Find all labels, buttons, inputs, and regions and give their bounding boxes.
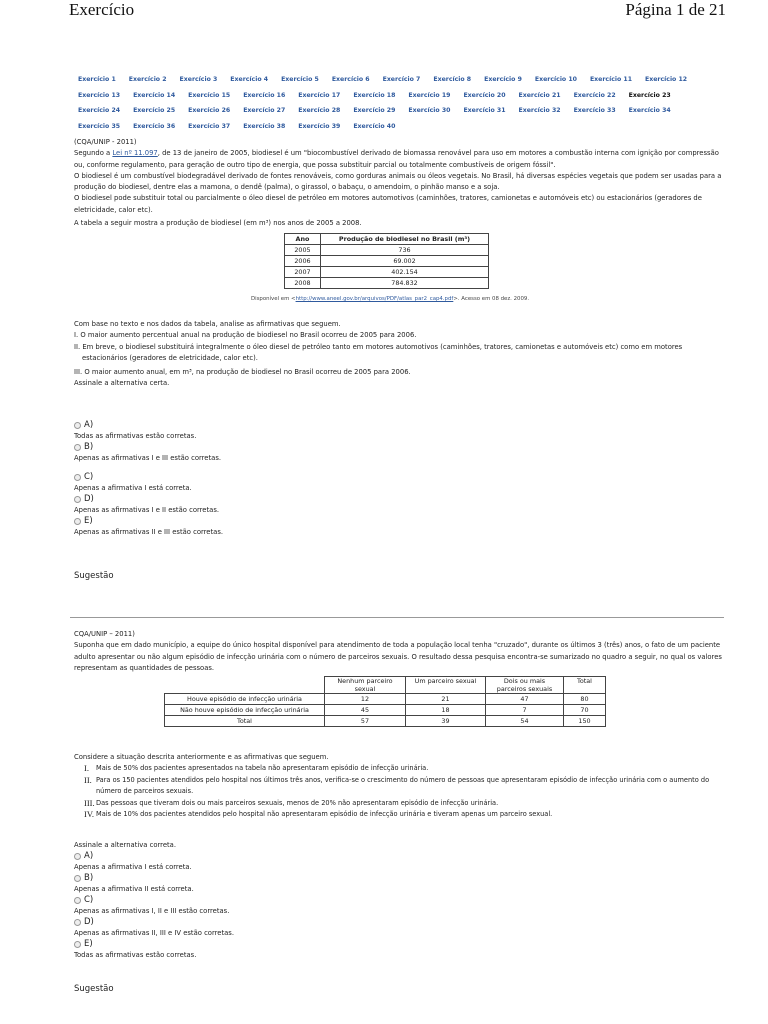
nav-link-exercise[interactable]: Exercício 16 [243, 91, 286, 99]
nav-row [78, 119, 698, 135]
table-header: Ano [285, 234, 321, 245]
option-choice [74, 939, 724, 950]
question-2 [74, 629, 724, 674]
table-cell: 21 [406, 694, 486, 705]
nav-link-exercise[interactable]: Exercício 8 [433, 76, 472, 84]
option-text: Apenas as afirmativas I, II e III estão corretas. [74, 907, 230, 915]
nav-link-exercise[interactable]: Exercício 22 [573, 91, 616, 99]
table-cell: 80 [564, 694, 606, 705]
table-row [285, 245, 489, 256]
option-radio[interactable] [74, 496, 81, 503]
nav-link-exercise[interactable]: Exercício 38 [243, 122, 286, 130]
table-header: Dois ou mais parceiros sexuais [486, 677, 564, 694]
option-text: Apenas a afirmativa I está correta. [74, 484, 192, 492]
answer-option [74, 917, 724, 939]
nav-link-exercise[interactable]: Exercício 35 [78, 122, 121, 130]
option-text: Apenas a afirmativa II está correta. [74, 885, 194, 893]
option-choice [74, 442, 724, 453]
statement-text: Mais de 50% dos pacientes apresentados na tabela não apresentaram episódio de infecção urinária. [96, 764, 429, 773]
nav-link-exercise[interactable]: Exercício 3 [179, 76, 218, 84]
answer-option [74, 472, 724, 494]
table-row [165, 705, 606, 716]
table-intro: A tabela a seguir mostra a produção de biodiesel (em m³) nos anos de 2005 a 2008. [74, 219, 362, 228]
table-cell: 57 [325, 716, 406, 727]
table-row [285, 267, 489, 278]
question-1 [74, 137, 724, 229]
nav-link-exercise[interactable]: Exercício 9 [484, 76, 522, 84]
question-1-statements [74, 319, 724, 390]
statement-item [84, 775, 724, 798]
biodiesel-table [284, 233, 489, 289]
nav-link-exercise[interactable]: Exercício 20 [463, 91, 506, 99]
statement-text: Das pessoas que tiveram dois ou mais parceiros sexuais, menos de 20% não apresentaram episódio de infecção urinária. [96, 798, 499, 807]
table-header: Um parceiro sexual [406, 677, 486, 694]
consider-text: Considere a situação descrita anteriormente e as afirmativas que seguem. [74, 753, 329, 761]
nav-link-exercise[interactable]: Exercício 17 [298, 91, 341, 99]
statement-number: I. [84, 763, 89, 774]
table-source: Disponível em <http://www.aneel.gov.br/arquivos/PDF/atlas_par2_cap4.pdf>. Acesso em 08 dez. 2009. [250, 296, 530, 302]
nav-row [78, 88, 698, 104]
nav-link-exercise[interactable]: Exercício 4 [230, 76, 269, 84]
nav-link-exercise[interactable]: Exercício 26 [188, 107, 231, 115]
option-text: Todas as afirmativas estão corretas. [74, 951, 197, 959]
nav-link-exercise[interactable]: Exercício 31 [463, 107, 506, 115]
nav-row [78, 103, 698, 119]
table-cell: Total [165, 716, 325, 727]
statement-text: Mais de 10% dos pacientes atendidos pelo hospital não apresentaram episódio de infecção urinária e tiveram apenas um parceiro sexual. [96, 810, 553, 819]
option-text: Apenas as afirmativas I e III estão corretas. [74, 454, 222, 462]
statement-1: I. O maior aumento percentual anual na produção de biodiesel no Brasil ocorreu de 2005 para 2006. [74, 331, 417, 340]
option-radio[interactable] [74, 422, 81, 429]
option-letter: D) [84, 916, 94, 927]
statement-text: Para os 150 pacientes atendidos pelo hospital nos últimos três anos, verifica-se o crescimento do número de pessoas que apresentaram episódio de infecção urinária com o aumento do número de parceiros sexuais. [96, 775, 710, 796]
nav-link-exercise[interactable]: Exercício 1 [78, 76, 116, 84]
answer-option [74, 895, 724, 917]
question-prompt: Assinale a alternativa correta. [74, 841, 176, 849]
statement-number: IV. [84, 809, 94, 820]
table-cell: 12 [325, 694, 406, 705]
answer-option [74, 442, 724, 464]
answer-option [74, 420, 724, 442]
nav-link-exercise[interactable]: Exercício 15 [188, 91, 231, 99]
option-letter: B) [84, 872, 94, 883]
nav-link-exercise[interactable]: Exercício 40 [353, 122, 396, 130]
table-cell: 736 [321, 245, 489, 256]
option-radio[interactable] [74, 897, 81, 904]
question-2-prompt [74, 840, 724, 851]
table-cell: 2005 [285, 245, 321, 256]
page-title: Exercício [69, 0, 135, 19]
source-link[interactable]: http://www.aneel.gov.br/arquivos/PDF/atlas_par2_cap4.pdf [295, 296, 454, 302]
option-choice [74, 917, 724, 928]
option-radio[interactable] [74, 941, 81, 948]
option-radio[interactable] [74, 444, 81, 451]
table-row [165, 694, 606, 705]
nav-link-exercise[interactable]: Exercício 29 [353, 107, 396, 115]
option-choice [74, 851, 724, 862]
nav-link-exercise[interactable]: Exercício 34 [628, 107, 671, 115]
nav-link-exercise[interactable]: Exercício 36 [133, 122, 176, 130]
option-letter: A) [84, 419, 94, 430]
analysis-text: Com base no texto e nos dados da tabela, analise as afirmativas que seguem. [74, 320, 341, 328]
page-header [0, 0, 768, 22]
table-header: Total [564, 677, 606, 694]
option-choice [74, 420, 724, 431]
option-letter: D) [84, 493, 94, 504]
table-cell: Não houve episódio de infecção urinária [165, 705, 325, 716]
question-2-options [74, 851, 724, 961]
table-cell: 54 [486, 716, 564, 727]
question-source: (CQA/UNIP - 2011) [74, 138, 137, 146]
table-cell: 150 [564, 716, 606, 727]
table-cell: 2007 [285, 267, 321, 278]
question-paragraph: O biodiesel pode substituir total ou parcialmente o óleo diesel de petróleo em motores automotivos (caminhões, tratores, camionetas e automóveis etc) ou estacionários (geradores de eletricidade, calor etc). [74, 194, 702, 214]
option-radio[interactable] [74, 518, 81, 525]
infection-table [164, 676, 606, 727]
table-cell: 18 [406, 705, 486, 716]
option-radio[interactable] [74, 474, 81, 481]
statement-number: II. [84, 774, 92, 785]
question-1-options [74, 420, 724, 538]
nav-link-exercise[interactable]: Exercício 25 [133, 107, 176, 115]
table-header: Produção de biodiesel no Brasil (m³) [321, 234, 489, 245]
table-header [165, 677, 325, 694]
nav-link-exercise[interactable]: Exercício 37 [188, 122, 231, 130]
table-cell: 7 [486, 705, 564, 716]
statement-item [84, 809, 724, 821]
option-choice [74, 494, 724, 505]
option-text: Apenas as afirmativas I e II estão corretas. [74, 506, 220, 514]
answer-option [74, 851, 724, 873]
option-letter: C) [84, 471, 94, 482]
nav-link-exercise[interactable]: Exercício 10 [534, 76, 577, 84]
option-choice [74, 472, 724, 483]
nav-link-exercise[interactable]: Exercício 27 [243, 107, 286, 115]
table-cell: 784.832 [321, 278, 489, 289]
nav-link-exercise[interactable]: Exercício 24 [78, 107, 121, 115]
option-text: Apenas a afirmativa I está correta. [74, 863, 192, 871]
nav-link-exercise[interactable]: Exercício 18 [353, 91, 396, 99]
nav-link-exercise[interactable]: Exercício 21 [518, 91, 561, 99]
page-number: Página 1 de 21 [625, 0, 726, 19]
table-header: Nenhum parceiro sexual [325, 677, 406, 694]
option-radio[interactable] [74, 919, 81, 926]
option-letter: B) [84, 441, 94, 452]
table-cell: 69.002 [321, 256, 489, 267]
question-source: CQA/UNIP – 2011) [74, 630, 135, 638]
option-text: Todas as afirmativas estão corretas. [74, 432, 197, 440]
option-choice [74, 516, 724, 527]
table-row [165, 716, 606, 727]
option-letter: E) [84, 938, 93, 949]
question-paragraph: Segundo a Lei nº 11.097, de 13 de janeiro de 2005, biodiesel é um "biocombustível derivado de biomassa renovável para uso em motores a combustão interna com ignição por compressão ou, conforme regulamento, para geração de outro tipo de energia, que possa substituir parcial ou totalmente combustíveis de origem fóssil". [74, 149, 719, 169]
nav-link-exercise[interactable]: Exercício 32 [518, 107, 561, 115]
answer-option [74, 494, 724, 516]
option-letter: E) [84, 515, 93, 526]
divider [70, 617, 724, 618]
question-prompt: Assinale a alternativa certa. [74, 379, 170, 388]
answer-option [74, 873, 724, 895]
table-cell: 45 [325, 705, 406, 716]
statement-2: II. Em breve, o biodiesel substituirá integralmente o óleo diesel de petróleo tanto em motores automotivos (caminhões, tratores, camionetas e automóveis etc) como em motores estacionários (geradores de eletricidade, calor etc). [74, 342, 683, 362]
nav-link-exercise[interactable]: Exercício 12 [645, 76, 688, 84]
option-radio[interactable] [74, 853, 81, 860]
nav-link-exercise[interactable]: Exercício 6 [331, 76, 370, 84]
table-row [285, 256, 489, 267]
option-choice [74, 895, 724, 906]
table-cell: 70 [564, 705, 606, 716]
statement-3: III. O maior aumento anual, em m³, na produção de biodiesel no Brasil ocorreu de 2005 para 2006. [74, 368, 411, 377]
suggestion-link[interactable]: Sugestão [74, 984, 114, 994]
table-cell: 402.154 [321, 267, 489, 278]
nav-link-exercise[interactable]: Exercício 39 [298, 122, 341, 130]
nav-link-exercise[interactable]: Exercício 14 [133, 91, 176, 99]
answer-option [74, 939, 724, 961]
table-cell: Houve episódio de infecção urinária [165, 694, 325, 705]
nav-row [78, 72, 698, 88]
nav-link-exercise[interactable]: Exercício 19 [408, 91, 451, 99]
question-paragraph: O biodiesel é um combustível biodegradável derivado de fontes renováveis, como gorduras animais ou óleos vegetais. No Brasil, há diversas espécies vegetais que podem ser usadas para a produção do biodiesel, dentre elas a mamona, o dendê (palma), o girassol, o babaçu, o amendoim, o pinhão manso e a soja. [74, 171, 722, 192]
suggestion-link[interactable]: Sugestão [74, 571, 114, 581]
option-choice [74, 873, 724, 884]
option-letter: A) [84, 850, 94, 861]
question-2-statements [74, 752, 724, 821]
statement-number: III. [84, 797, 95, 808]
table-cell: 2006 [285, 256, 321, 267]
nav-link-exercise[interactable]: Exercício 33 [573, 107, 616, 115]
table-row [285, 278, 489, 289]
table-header-row [285, 234, 489, 245]
exercise-nav [78, 72, 698, 134]
option-letter: C) [84, 894, 94, 905]
nav-link-exercise[interactable]: Exercício 7 [382, 76, 421, 84]
table-cell: 39 [406, 716, 486, 727]
question-paragraph: Suponha que em dado município, a equipe do único hospital disponível para atendimento de toda a população local tenha "cruzado", durante os últimos 3 (três) anos, o fato de um paciente adulto apresentar ou não algum episódio de infecção urinária com o número de parceiros sexuais. O resultado dessa pesquisa encontra-se sumarizado no quadro a seguir, no qual os valores representam as quantidades de pessoas. [74, 641, 722, 672]
nav-link-exercise[interactable]: Exercício 2 [128, 76, 167, 84]
option-radio[interactable] [74, 875, 81, 882]
statement-item [84, 798, 724, 810]
nav-link-exercise[interactable]: Exercício 28 [298, 107, 341, 115]
table-cell: 47 [486, 694, 564, 705]
nav-link-exercise[interactable]: Exercício 5 [281, 76, 319, 84]
answer-option [74, 516, 724, 538]
table-cell: 2008 [285, 278, 321, 289]
nav-link-exercise[interactable]: Exercício 30 [408, 107, 451, 115]
option-text: Apenas as afirmativas II, III e IV estão corretas. [74, 929, 234, 937]
law-link[interactable]: Lei nº 11.097 [112, 149, 158, 158]
nav-link-exercise[interactable]: Exercício 11 [589, 76, 633, 84]
option-text: Apenas as afirmativas II e III estão corretas. [74, 528, 224, 536]
table-header-row [165, 677, 606, 694]
statement-item [84, 763, 724, 775]
nav-link-exercise[interactable]: Exercício 13 [78, 91, 121, 99]
nav-link-exercise[interactable]: Exercício 23 [628, 91, 671, 99]
